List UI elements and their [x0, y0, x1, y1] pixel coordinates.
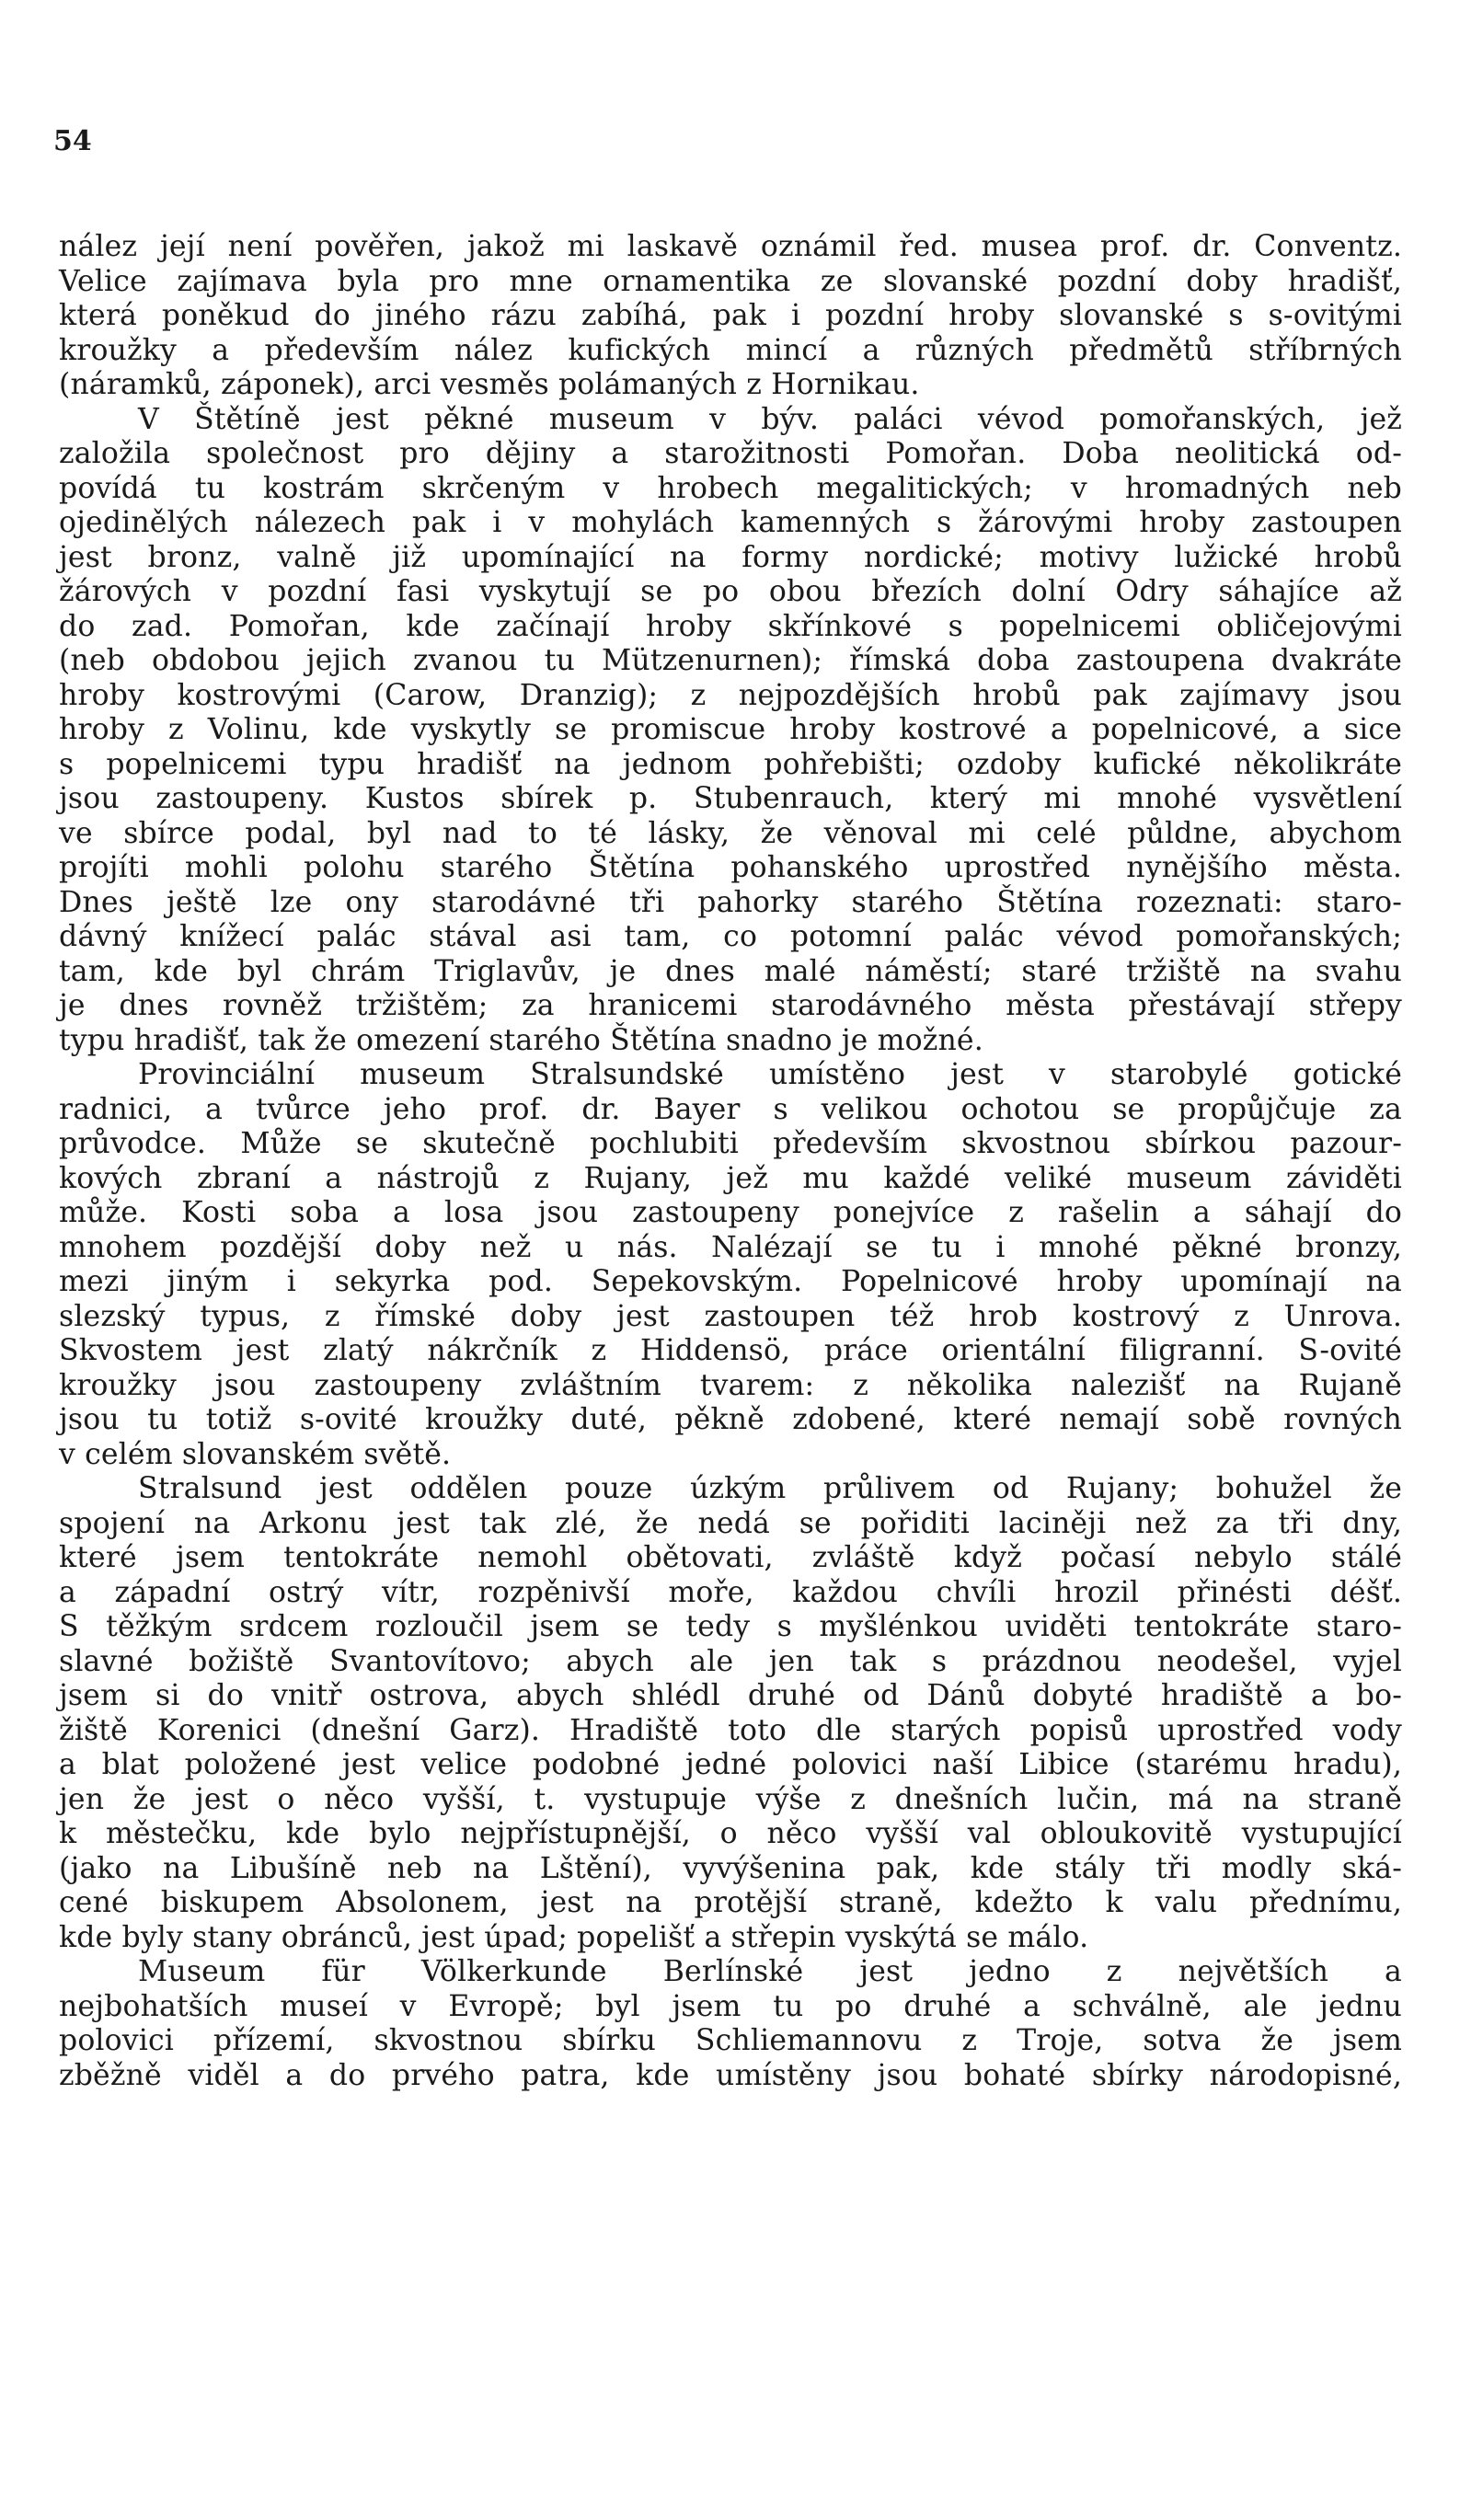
text-line: Provinciální museum Stralsundské umístěno jest v starobylé gotické: [138, 1058, 1402, 1091]
text-line: žárových v pozdní fasi vyskytují se po obou březích dolní Odry sáhajíce až: [59, 575, 1402, 608]
text-line: Dnes ještě lze ony starodávné tři pahorky starého Štětína rozeznati: staro-: [59, 885, 1402, 919]
text-line: mezi jiným i sekyrka pod. Sepekovským. Popelnicové hroby upomínají na: [59, 1265, 1402, 1298]
text-line: v celém slovanském světě.: [59, 1437, 452, 1471]
text-line: a západní ostrý vítr, rozpěnivší moře, každou chvíli hrozil přinésti déšť.: [59, 1575, 1402, 1609]
text-line: s popelnicemi typu hradišť na jednom pohřebišti; ozdoby kufické několikráte: [59, 747, 1402, 781]
body-text: [59, 230, 1402, 2093]
text-line: jsou tu totiž s-ovité kroužky duté, pěkně zdobené, které nemají sobě rovných: [59, 1403, 1402, 1436]
text-line: která poněkud do jiného rázu zabíhá, pak i pozdní hroby slovanské s s-ovitými: [59, 299, 1402, 332]
text-line: kroužky a především nález kufických mincí a různých předmětů stříbrných: [59, 333, 1402, 367]
text-line: ve sbírce podal, byl nad to té lásky, že věnoval mi celé půldne, abychom: [59, 816, 1402, 850]
text-line: S těžkým srdcem rozloučil jsem se tedy s myšlénkou uviděti tentokráte staro-: [59, 1610, 1402, 1643]
text-line: tam, kde byl chrám Triglavův, je dnes malé náměstí; staré tržiště na svahu: [59, 954, 1402, 988]
text-line: polovici přízemí, skvostnou sbírku Schliemannovu z Troje, sotva že jsem: [59, 2024, 1402, 2057]
text-line: mnohem pozdější doby než u nás. Nalézají se tu i mnohé pěkné bronzy,: [59, 1230, 1402, 1264]
text-line: k městečku, kde bylo nejpřístupnější, o něco vyšší val obloukovitě vystupující: [59, 1817, 1402, 1850]
text-line: průvodce. Může se skutečně pochlubiti především skvostnou sbírkou pazour-: [59, 1127, 1402, 1160]
page-number: 54: [53, 125, 92, 157]
text-line: nejbohatších museí v Evropě; byl jsem tu po druhé a schválně, ale jednu: [59, 1989, 1402, 2023]
text-line: slavné božiště Svantovítovo; abych ale jen tak s prázdnou neodešel, vyjel: [59, 1644, 1402, 1678]
text-line: zběžně viděl a do prvého patra, kde umístěny jsou bohaté sbírky národopisné,: [59, 2058, 1402, 2092]
text-line: Velice zajímava byla pro mne ornamentika ze slovanské pozdní doby hradišť,: [59, 264, 1402, 298]
text-line: a blat položené jest velice podobné jedné polovici naší Libice (starému hradu),: [59, 1748, 1402, 1781]
text-line: (neb obdobou jejich zvanou tu Mützenurnen); římská doba zastoupena dvakráte: [59, 644, 1402, 677]
text-line: kroužky jsou zastoupeny zvláštním tvarem: z několika nalezišť na Rujaně: [59, 1368, 1402, 1402]
text-line: slezský typus, z římské doby jest zastoupen též hrob kostrový z Unrova.: [59, 1299, 1402, 1333]
text-line: založila společnost pro dějiny a starožitnosti Pomořan. Doba neolitická od-: [59, 437, 1402, 470]
text-line: žiště Korenici (dnešní Garz). Hradiště toto dle starých popisů uprostřed vody: [59, 1713, 1402, 1747]
text-line: Museum für Völkerkunde Berlínské jest jedno z největších a: [138, 1955, 1402, 1988]
text-line: dávný knížecí palác stával asi tam, co potomní palác vévod pomořanských;: [59, 920, 1402, 953]
text-line: Stralsund jest oddělen pouze úzkým průlivem od Rujany; bohužel že: [138, 1472, 1402, 1505]
text-line: nález její není pověřen, jakož mi laskavě oznámil řed. musea prof. dr. Conventz.: [59, 230, 1402, 263]
text-line: jsem si do vnitř ostrova, abych shlédl druhé od Dánů dobyté hradiště a bo-: [59, 1679, 1402, 1712]
text-line: (jako na Libušíně neb na Lštění), vyvýšenina pak, kde stály tři modly ská-: [59, 1851, 1402, 1885]
text-line: typu hradišť, tak že omezení starého Štětína snadno je možné.: [59, 1023, 983, 1057]
text-line: jen že jest o něco vyšší, t. vystupuje výše z dnešních lučin, má na straně: [59, 1782, 1402, 1816]
text-line: kových zbraní a nástrojů z Rujany, jež mu každé veliké museum záviděti: [59, 1161, 1402, 1195]
text-line: do zad. Pomořan, kde začínají hroby skřínkové s popelnicemi obličejovými: [59, 609, 1402, 643]
text-line: hroby z Volinu, kde vyskytly se promiscue hroby kostrové a popelnicové, a sice: [59, 713, 1402, 746]
text-line: hroby kostrovými (Carow, Dranzig); z nejpozdějších hrobů pak zajímavy jsou: [59, 678, 1402, 712]
text-line: cené biskupem Absolonem, jest na protější straně, kdežto k valu přednímu,: [59, 1886, 1402, 1919]
text-line: Skvostem jest zlatý nákrčník z Hiddensö, práce orientální filigranní. S-ovité: [59, 1334, 1402, 1367]
text-line: V Štětíně jest pěkné museum v býv. paláci vévod pomořanských, jež: [138, 402, 1402, 436]
text-line: je dnes rovněž tržištěm; za hranicemi starodávného města přestávají střepy: [59, 989, 1402, 1022]
text-line: ojedinělých nálezech pak i v mohylách kamenných s žárovými hroby zastoupen: [59, 506, 1402, 539]
text-line: jest bronz, valně již upomínající na formy nordické; motivy lužické hrobů: [59, 540, 1402, 574]
text-line: kde byly stany obránců, jest úpad; popelišť a střepin vyskýtá se málo.: [59, 1920, 1089, 1954]
text-line: projíti mohli polohu starého Štětína pohanského uprostřed nynějšího města.: [59, 851, 1402, 884]
text-line: povídá tu kostrám skrčeným v hrobech megalitických; v hromadných neb: [59, 471, 1402, 505]
text-line: spojení na Arkonu jest tak zlé, že nedá se pořiditi laciněji než za tři dny,: [59, 1506, 1402, 1540]
text-line: radnici, a tvůrce jeho prof. dr. Bayer s velikou ochotou se propůjčuje za: [59, 1092, 1402, 1126]
text-line: (náramků, záponek), arci vesměs polámaných z Hornikau.: [59, 368, 920, 401]
text-line: které jsem tentokráte nemohl obětovati, zvláště když počasí nebylo stálé: [59, 1541, 1402, 1574]
text-line: může. Kosti soba a losa jsou zastoupeny ponejvíce z rašelin a sáhají do: [59, 1196, 1402, 1229]
text-line: jsou zastoupeny. Kustos sbírek p. Stubenrauch, který mi mnohé vysvětlení: [59, 782, 1402, 815]
